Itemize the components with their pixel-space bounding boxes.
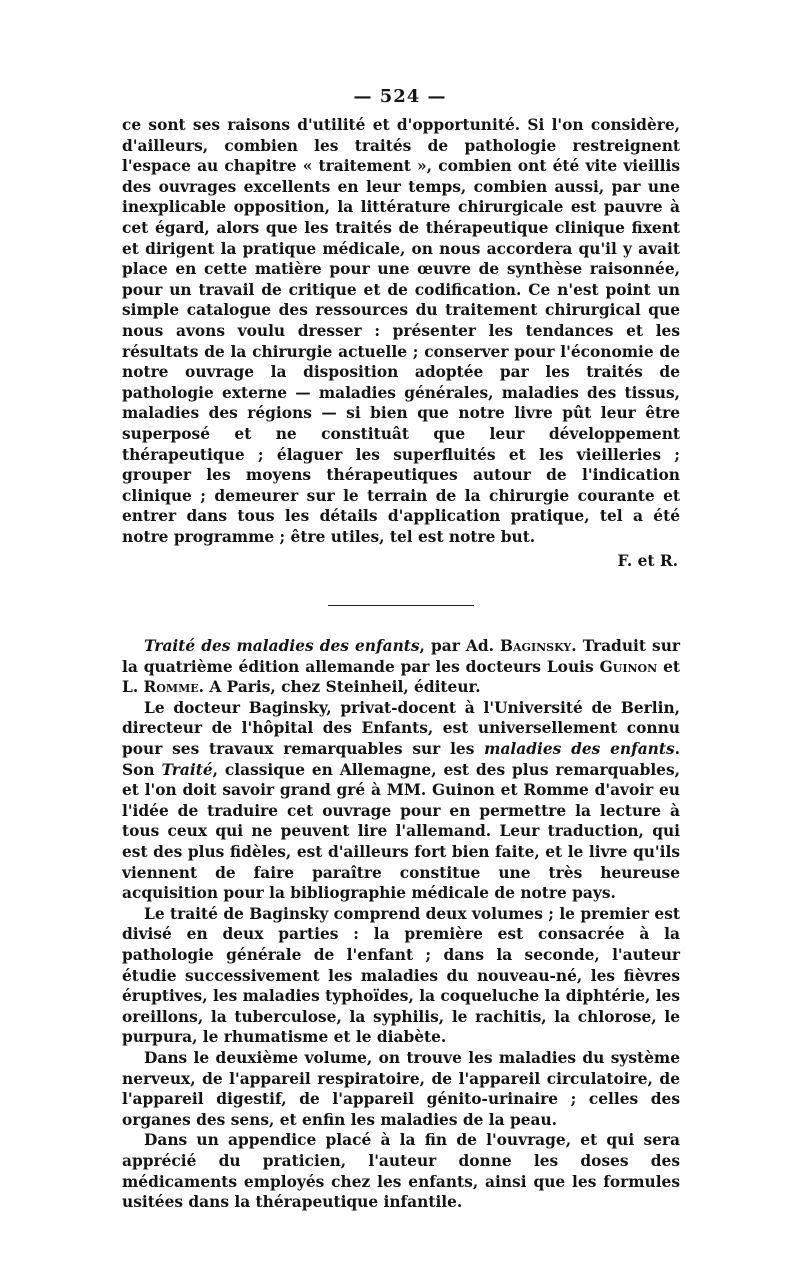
page-number: — 524 — <box>353 86 447 107</box>
page-body <box>122 115 680 1213</box>
review-paragraph: Dans le deuxième volume, on trouve les maladies du système nerveux, de l'appareil respiratoire, de l'appareil circulatoire, de l'appareil digestif, de l'appareil génito-urinaire ; celles des organes des sens, et enfin les maladies de la peau. <box>122 1048 680 1129</box>
review-paragraph: Dans un appendice placé à la fin de l'ouvrage, et qui sera apprécié du praticien, l'auteur donne les doses des médicaments employés chez les enfants, ainsi que les formules usitées dans la thérapeutique infantile. <box>122 1131 680 1212</box>
review-heading: Traité des maladies des enfants, par Ad. Baginsky. Traduit sur la quatrième édition allemande par les docteurs Louis Guinon et L. Romme. A Paris, chez Steinheil, éditeur. <box>122 637 680 697</box>
review-paragraph: Le traité de Baginsky comprend deux volumes ; le premier est divisé en deux parties : la première est consacrée à la pathologie générale de l'enfant ; dans la seconde, l'auteur étudie successivement les maladies du nouveau-né, les fièvres éruptives, les maladies typhoïdes, la coqueluche la diphtérie, les oreillons, la tuberculose, la syphilis, le rachitis, la chlorose, le purpura, le rhumatisme et le diabète. <box>122 904 680 1047</box>
translator-name: Guinon <box>599 657 658 676</box>
author-name: Baginsky <box>500 637 572 656</box>
book-title: Traité des maladies des enfants <box>144 637 420 656</box>
intro-paragraph: ce sont ses raisons d'utilité et d'opportunité. Si l'on considère, d'ailleurs, combien les traités de pathologie restreignent l'espace au chapitre « traitement », combien ont été vite vieillis des ouvrages excellents en leur temps, combien aussi, par une inexplicable opposition, la littérature chirurgicale est pauvre à cet égard, alors que les traités de thérapeutique clinique fixent et dirigent la pratique médicale, on nous accordera qu'il y avait place en cette matière pour une œuvre de synthèse raisonnée, pour un travail de critique et de codification. Ce n'est point un simple catalogue des ressources du traitement chirurgical que nous avons voulu dresser : présenter les tendances et les résultats de la chirurgie actuelle ; conserver pour l'économie de notre ouvrage la disposition adoptée par les traités de pathologie externe — maladies générales, maladies des tissus, maladies des régions — si bien que notre livre pût leur être superposé et ne constituât que leur développement thérapeutique ; élaguer les superfluités et les vieilleries ; grouper les moyens thérapeutiques autour de l'indication clinique ; demeurer sur le terrain de la chirurgie courante et entrer dans tous les détails d'application pratique, tel a été notre programme ; être utiles, tel est notre but. <box>122 116 680 546</box>
signature: F. et R. <box>617 552 678 571</box>
review-paragraph: Le docteur Baginsky, privat-docent à l'Université de Berlin, directeur de l'hôpital des Enfants, est universellement connu pour ses travaux remarquables sur les maladies des enfants. Son Traité, classique en Allemagne, est des plus remarquables, et l'on doit savoir grand gré à MM. Guinon et Romme d'avoir eu l'idée de traduire cet ouvrage pour en permettre la lecture à tous ceux qui ne peuvent lire l'allemand. Leur traduction, qui est des plus fidèles, est d'ailleurs fort bien faite, et le livre qu'ils viennent de faire paraître constitue une très heureuse acquisition pour la bibliographie médicale de notre pays. <box>122 698 680 903</box>
translator-name: Romme <box>143 678 199 697</box>
section-divider <box>328 605 474 606</box>
